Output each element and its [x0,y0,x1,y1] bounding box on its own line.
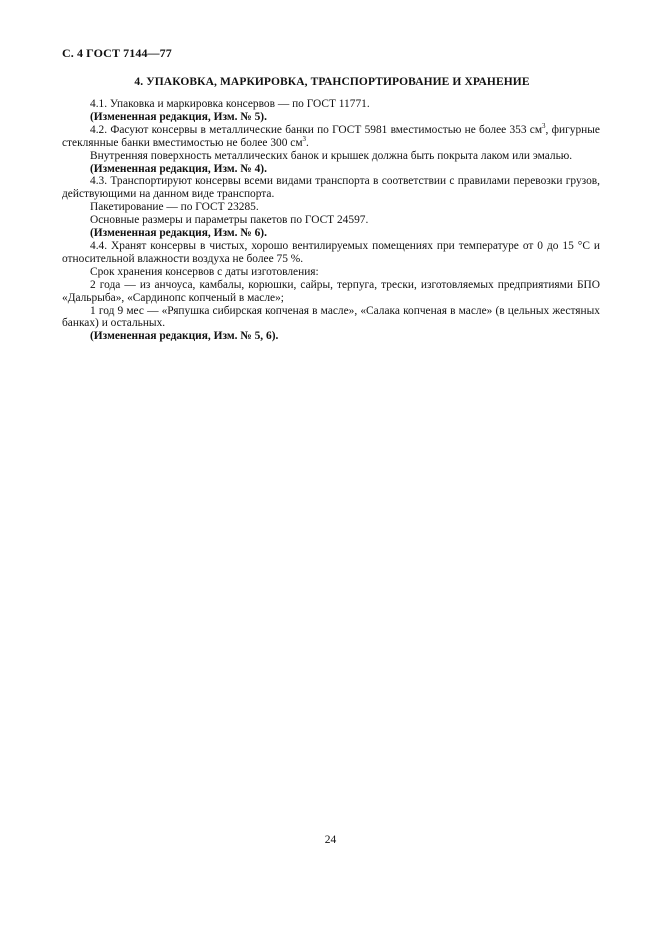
amendment-note-4: (Измененная редакция, Изм. № 5, 6). [90,330,279,343]
page-header: С. 4 ГОСТ 7144—77 [62,46,172,60]
paragraph-4-2-end: . [306,136,309,149]
paragraph-4-4: 4.4. Хранят консервы в чистых, хорошо вентилируемых помещениях при температуре от 0 до 15 °С и относительной влажности воздуха не более 75 %. [62,239,600,265]
body-text [62,98,600,343]
paragraph-4-2-text: 4.2. Фасуют консервы в металлические банки по ГОСТ 5981 вместимостью не более 353 см [90,123,543,136]
superscript-cubic-1: 3 [542,122,546,131]
amendment-note-1: (Измененная редакция, Изм. № 5). [90,110,267,123]
amendment-note-3: (Измененная редакция, Изм. № 6). [90,227,267,240]
superscript-cubic-2: 3 [302,134,307,143]
paragraph-4-2-text-cont: , фигурные стеклянные банки вместимостью не более 300 см [62,123,600,149]
page-number: 24 [324,834,337,846]
paragraph-package-sizes: Основные размеры и параметры пакетов по ГОСТ 24597. [90,214,369,227]
paragraph-packaging: Пакетирование — по ГОСТ 23285. [90,201,259,214]
paragraph-inner-surface: Внутренняя поверхность металлических банок и крышек должна быть покрыта лаком или эмалью. [90,149,573,162]
section-title: 4. УПАКОВКА, МАРКИРОВКА, ТРАНСПОРТИРОВАНИЕ И ХРАНЕНИЕ [134,76,530,88]
paragraph-4-1: 4.1. Упаковка и маркировка консервов — по ГОСТ 11771. [90,98,370,110]
amendment-note-2: (Измененная редакция, Изм. № 4). [90,162,267,175]
paragraph-two-years: 2 года — из анчоуса, камбалы, корюшки, сайры, терпуга, трески, изготовляемых предприятиями БПО «Дальрыба», «Сардинопс копченый в масле»; [62,278,600,304]
paragraph-one-year-nine-months: 1 год 9 мес — «Ряпушка сибирская копченая в масле», «Салака копченая в масле» (в цельных жестяных банках) и остальных. [62,304,600,330]
paragraph-4-2 [62,124,600,150]
paragraph-4-3: 4.3. Транспортируют консервы всеми видами транспорта в соответствии с правилами перевозки грузов, действующими на данном виде транспорта. [62,175,600,201]
paragraph-shelf-life: Срок хранения консервов с даты изготовления: [90,265,319,278]
